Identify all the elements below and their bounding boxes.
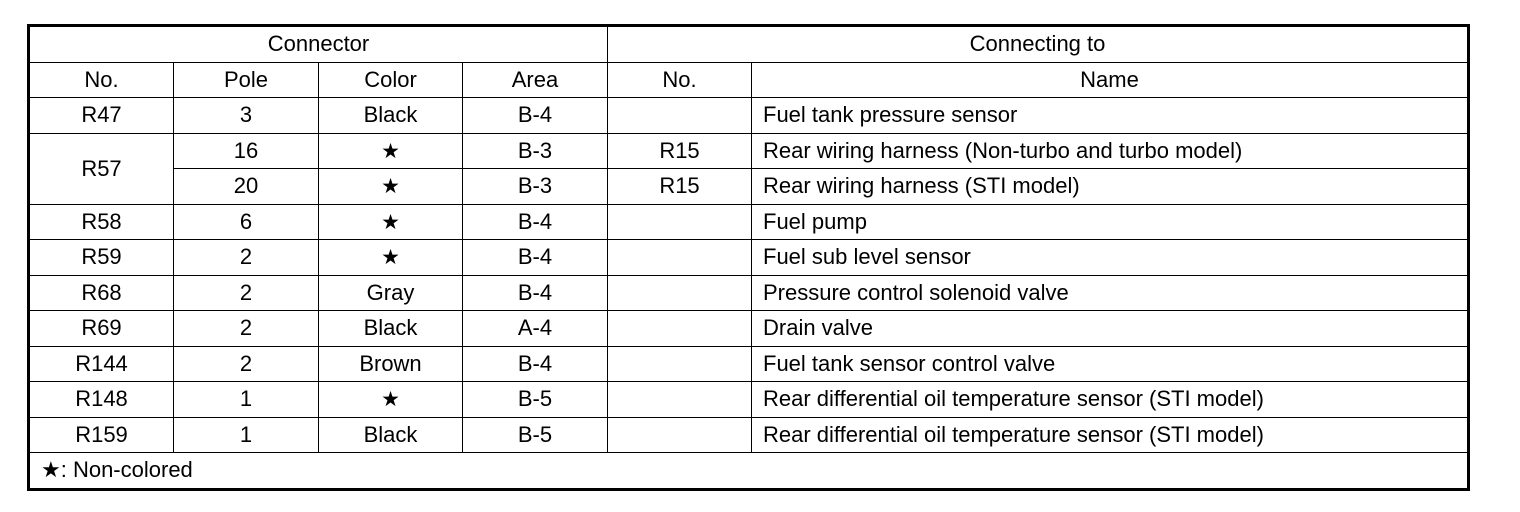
cell-color: Black (319, 98, 463, 134)
column-header-name: Name (752, 62, 1469, 98)
column-header-color: Color (319, 62, 463, 98)
cell-pole: 2 (174, 240, 319, 276)
cell-no: R57 (29, 133, 174, 204)
cell-area: A-4 (463, 311, 608, 347)
cell-color: Gray (319, 275, 463, 311)
cell-area: B-4 (463, 346, 608, 382)
cell-to-no (608, 204, 752, 240)
cell-area: B-3 (463, 133, 608, 169)
table-row (29, 204, 1469, 240)
cell-pole: 3 (174, 98, 319, 134)
cell-to-no (608, 346, 752, 382)
cell-name: Fuel tank sensor control valve (752, 346, 1469, 382)
cell-to-no (608, 382, 752, 418)
cell-area: B-4 (463, 240, 608, 276)
table-row (29, 346, 1469, 382)
table-row (29, 169, 1469, 205)
cell-to-no: R15 (608, 133, 752, 169)
cell-no: R47 (29, 98, 174, 134)
cell-color: Black (319, 311, 463, 347)
cell-pole: 1 (174, 417, 319, 453)
footnote-row (29, 453, 1469, 490)
group-header-row (29, 26, 1469, 63)
cell-pole: 6 (174, 204, 319, 240)
cell-name: Rear differential oil temperature sensor (STI model) (752, 417, 1469, 453)
cell-no: R58 (29, 204, 174, 240)
table-row (29, 382, 1469, 418)
cell-to-no (608, 417, 752, 453)
cell-area: B-3 (463, 169, 608, 205)
cell-color-star-icon: ★ (319, 133, 463, 169)
connector-table-container (27, 24, 1470, 491)
cell-color-star-icon: ★ (319, 204, 463, 240)
column-header-area: Area (463, 62, 608, 98)
cell-no: R69 (29, 311, 174, 347)
cell-pole: 20 (174, 169, 319, 205)
table-row (29, 275, 1469, 311)
cell-color-star-icon: ★ (319, 169, 463, 205)
cell-no: R148 (29, 382, 174, 418)
column-header-pole: Pole (174, 62, 319, 98)
cell-name: Drain valve (752, 311, 1469, 347)
table-row (29, 98, 1469, 134)
cell-color: Brown (319, 346, 463, 382)
cell-area: B-4 (463, 275, 608, 311)
cell-area: B-5 (463, 382, 608, 418)
cell-name: Fuel pump (752, 204, 1469, 240)
cell-no: R159 (29, 417, 174, 453)
cell-to-no (608, 240, 752, 276)
cell-area: B-4 (463, 204, 608, 240)
cell-pole: 2 (174, 275, 319, 311)
cell-name: Rear wiring harness (Non-turbo and turbo model) (752, 133, 1469, 169)
cell-to-no (608, 275, 752, 311)
cell-to-no (608, 311, 752, 347)
table-row (29, 240, 1469, 276)
cell-name: Fuel tank pressure sensor (752, 98, 1469, 134)
footnote: ★: Non-colored (29, 453, 1469, 490)
cell-to-no: R15 (608, 169, 752, 205)
cell-name: Rear wiring harness (STI model) (752, 169, 1469, 205)
cell-no: R59 (29, 240, 174, 276)
connecting-to-group-header: Connecting to (608, 26, 1469, 63)
cell-name: Rear differential oil temperature sensor (STI model) (752, 382, 1469, 418)
connector-table (27, 24, 1470, 491)
cell-pole: 1 (174, 382, 319, 418)
cell-color-star-icon: ★ (319, 240, 463, 276)
cell-color: Black (319, 417, 463, 453)
column-header-to-no: No. (608, 62, 752, 98)
cell-pole: 2 (174, 311, 319, 347)
cell-no: R68 (29, 275, 174, 311)
cell-color-star-icon: ★ (319, 382, 463, 418)
table-row (29, 311, 1469, 347)
table-row (29, 417, 1469, 453)
column-header-row (29, 62, 1469, 98)
cell-pole: 2 (174, 346, 319, 382)
connector-group-header: Connector (29, 26, 608, 63)
cell-name: Fuel sub level sensor (752, 240, 1469, 276)
cell-name: Pressure control solenoid valve (752, 275, 1469, 311)
cell-to-no (608, 98, 752, 134)
cell-area: B-4 (463, 98, 608, 134)
cell-area: B-5 (463, 417, 608, 453)
cell-pole: 16 (174, 133, 319, 169)
column-header-no: No. (29, 62, 174, 98)
cell-no: R144 (29, 346, 174, 382)
table-row (29, 133, 1469, 169)
